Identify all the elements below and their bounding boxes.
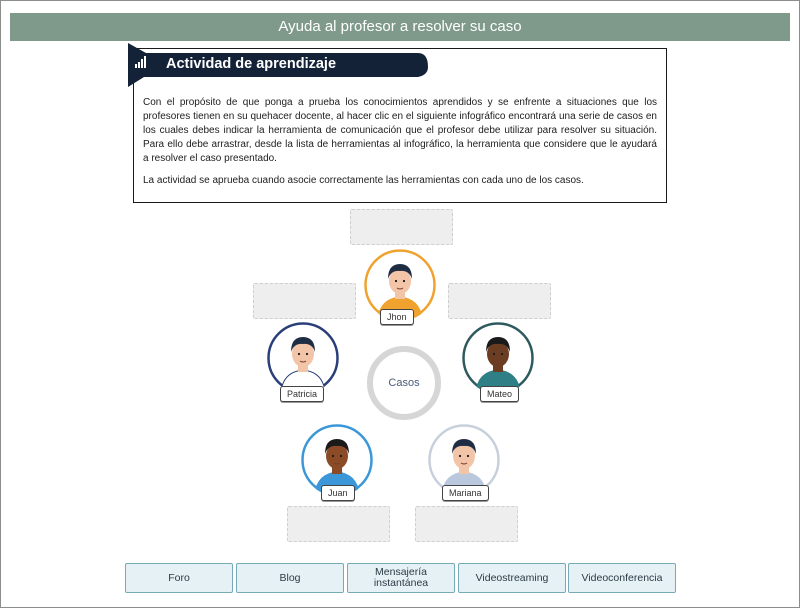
name-tag-mateo: Mateo bbox=[480, 386, 519, 402]
avatar-illustration bbox=[267, 322, 339, 394]
drop-zone-jhon[interactable] bbox=[350, 209, 453, 245]
name-tag-patricia: Patricia bbox=[280, 386, 324, 402]
casos-center: Casos bbox=[367, 346, 441, 420]
name-tag-mariana: Mariana bbox=[442, 485, 489, 501]
avatar-patricia[interactable] bbox=[267, 322, 339, 394]
drop-zone-juan[interactable] bbox=[287, 506, 390, 542]
tool-foro[interactable]: Foro bbox=[125, 563, 233, 593]
name-tag-juan: Juan bbox=[321, 485, 355, 501]
tool-blog[interactable]: Blog bbox=[236, 563, 344, 593]
drop-zone-mateo[interactable] bbox=[448, 283, 551, 319]
activity-description bbox=[143, 96, 657, 196]
avatar-illustration bbox=[462, 322, 534, 394]
instructions-paragraph: Con el propósito de que ponga a prueba los conocimientos aprendidos y se enfrente a situaciones que los profesores tienen en su quehacer docente, al hacer clic en el siguiente infográfico encontrará una serie de casos en los cuales debes indicar la herramienta de comunicación que el profesor debe utilizar para resolver su situación. Para ello debe arrastrar, desde la lista de herramientas al infográfico, la herramienta que considere que le ayudará a resolver el caso presentado. bbox=[143, 97, 657, 164]
activity-heading: Actividad de aprendizaje bbox=[166, 56, 337, 72]
drop-zone-mariana[interactable] bbox=[415, 506, 518, 542]
name-tag-jhon: Jhon bbox=[380, 309, 414, 325]
tool-mensajeria-instantanea[interactable]: Mensajería instantánea bbox=[347, 563, 455, 593]
drop-zone-patricia[interactable] bbox=[253, 283, 356, 319]
tool-videostreaming[interactable]: Videostreaming bbox=[458, 563, 566, 593]
approval-paragraph: La actividad se aprueba cuando asocie correctamente las herramientas con cada uno de los casos. bbox=[143, 175, 584, 186]
activity-tab bbox=[128, 43, 428, 87]
page-title: Ayuda al profesor a resolver su caso bbox=[10, 13, 790, 41]
avatar-mateo[interactable] bbox=[462, 322, 534, 394]
tool-videoconferencia[interactable]: Videoconferencia bbox=[568, 563, 676, 593]
